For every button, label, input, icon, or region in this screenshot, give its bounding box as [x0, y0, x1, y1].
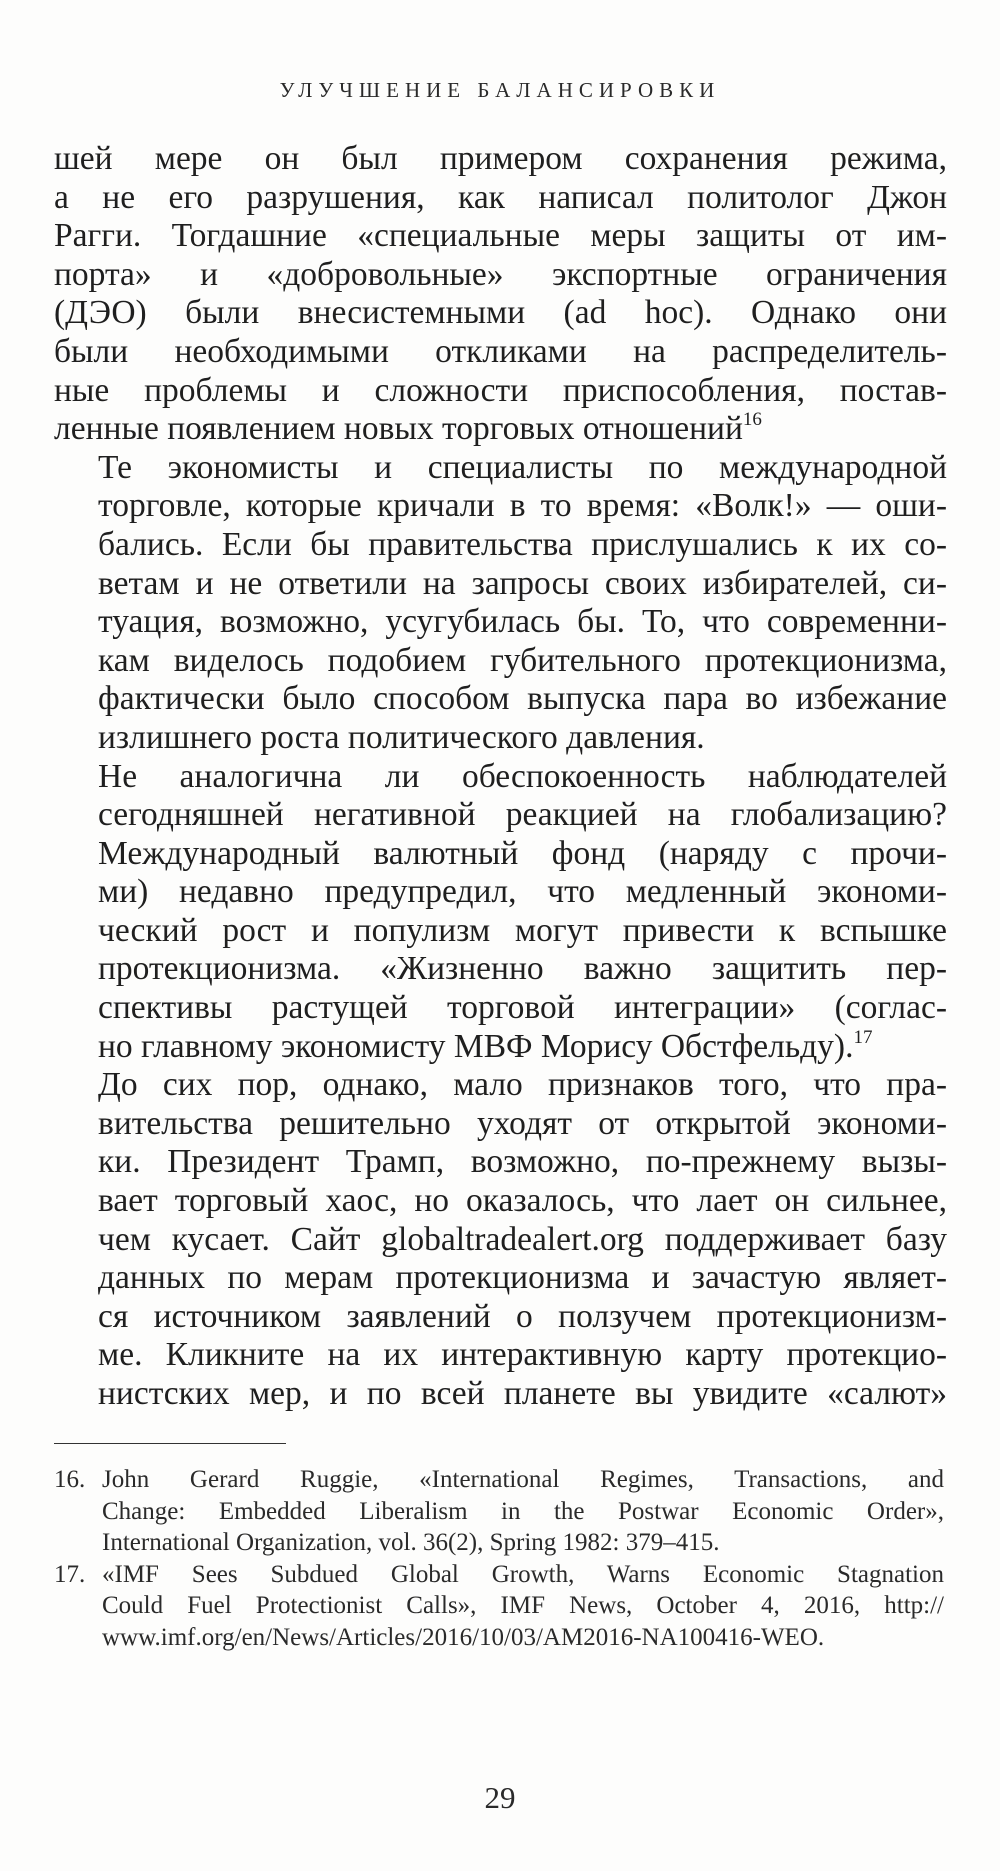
text-line: ми) недавно предупредил, что медленный экономи- [98, 873, 947, 911]
text-line: сегодняшней негативной реакцией на глобализацию? [98, 796, 947, 834]
text-line: (ДЭО) были внесистемными (ad hoc). Однако они [54, 294, 947, 332]
footnotes [54, 1464, 944, 1654]
text-line: нистских мер, и по всей планете вы увидите «салют» [98, 1375, 947, 1412]
text-line [54, 410, 947, 449]
text-line: данных по мерам протекционизма и зачастую являет- [98, 1259, 947, 1297]
text-line-content: ленные появлением новых торговых отношений [54, 410, 743, 448]
paragraph-3 [54, 758, 947, 1067]
text-line: вает торговый хаос, но оказалось, что лает он сильнее, [98, 1182, 947, 1220]
footnote-line: «IMF Sees Subdued Global Growth, Warns Economic Stagnation [102, 1560, 944, 1588]
text-line: ки. Президент Трамп, возможно, по-прежнему вызы- [98, 1143, 947, 1181]
body-text [54, 140, 947, 1414]
footnote-line: International Organization, vol. 36(2), Spring 1982: 379–415. [102, 1529, 720, 1557]
text-line: До сих пор, однако, мало признаков того, что пра- [98, 1066, 947, 1104]
text-line: Не аналогична ли обеспокоенность наблюдателей [98, 757, 947, 795]
footnote-line: John Gerard Ruggie, «International Regimes, Transactions, and [102, 1466, 944, 1493]
footnote-divider [54, 1443, 286, 1444]
footnote-line: www.imf.org/en/News/Articles/2016/10/03/AM2016-NA100416-WEO. [102, 1623, 825, 1651]
text-line: ся источником заявлений о ползучем протекционизм- [98, 1297, 947, 1335]
text-line: шей мере он был примером сохранения режима, [54, 140, 947, 177]
text-line: ветам и не ответили на запросы своих избирателей, си- [98, 564, 947, 602]
text-line: Те экономисты и специалисты по международной [98, 448, 947, 486]
text-line: спективы растущей торговой интеграции» (соглас- [98, 989, 947, 1027]
footnote-ref-17: 17 [853, 1026, 873, 1048]
footnote-ref-16: 16 [742, 409, 762, 431]
text-line: ческий рост и популизм могут привести к вспышке [98, 911, 947, 949]
text-line: чем кусает. Сайт globaltradealert.org поддерживает базу [98, 1220, 947, 1258]
paragraph-2 [54, 449, 947, 758]
page-number: 29 [484, 1780, 516, 1815]
text-line: излишнего роста политического давления. [98, 718, 705, 756]
text-line: а не его разрушения, как написал политолог Джон [54, 178, 947, 216]
text-line: вительства решительно уходят от открытой экономи- [98, 1104, 947, 1142]
text-line [54, 1028, 947, 1067]
text-line-content: но главному экономисту МВФ Морису Обстфельду). [98, 1027, 854, 1065]
text-line: бались. Если бы правительства прислушались к их со- [98, 525, 947, 563]
running-head: УЛУЧШЕНИЕ БАЛАНСИРОВКИ [279, 78, 721, 102]
text-line: Международный валютный фонд (наряду с прочи- [98, 834, 947, 872]
text-line: туация, возможно, усугубилась бы. То, что современни- [98, 603, 947, 641]
text-line: порта» и «добровольные» экспортные ограничения [54, 255, 947, 293]
footnote-16 [54, 1464, 944, 1559]
text-line: ные проблемы и сложности приспособления, постав- [54, 371, 947, 409]
text-line: ме. Кликните на их интерактивную карту протекцио- [98, 1336, 947, 1374]
footnote-line: Could Fuel Protectionist Calls», IMF News, October 4, 2016, http:// [102, 1592, 944, 1620]
footnote-number: 17. [54, 1560, 86, 1588]
footnote-number: 16. [54, 1466, 86, 1493]
text-line: фактически было способом выпуска пара во избежание [98, 680, 947, 718]
paragraph-4 [54, 1066, 947, 1413]
text-line: Рагги. Тогдашние «специальные меры защиты от им- [54, 217, 947, 255]
text-line: были необходимыми откликами на распределитель- [54, 332, 947, 370]
text-line: торговле, которые кричали в то время: «Волк!» — оши- [98, 487, 947, 525]
footnote-line: Change: Embedded Liberalism in the Postwar Economic Order», [102, 1497, 944, 1525]
paragraph-1 [54, 140, 947, 449]
footnote-17 [54, 1559, 944, 1654]
text-line: протекционизма. «Жизненно важно защитить пер- [98, 950, 947, 988]
text-line: кам виделось подобием губительного протекционизма, [98, 641, 947, 679]
